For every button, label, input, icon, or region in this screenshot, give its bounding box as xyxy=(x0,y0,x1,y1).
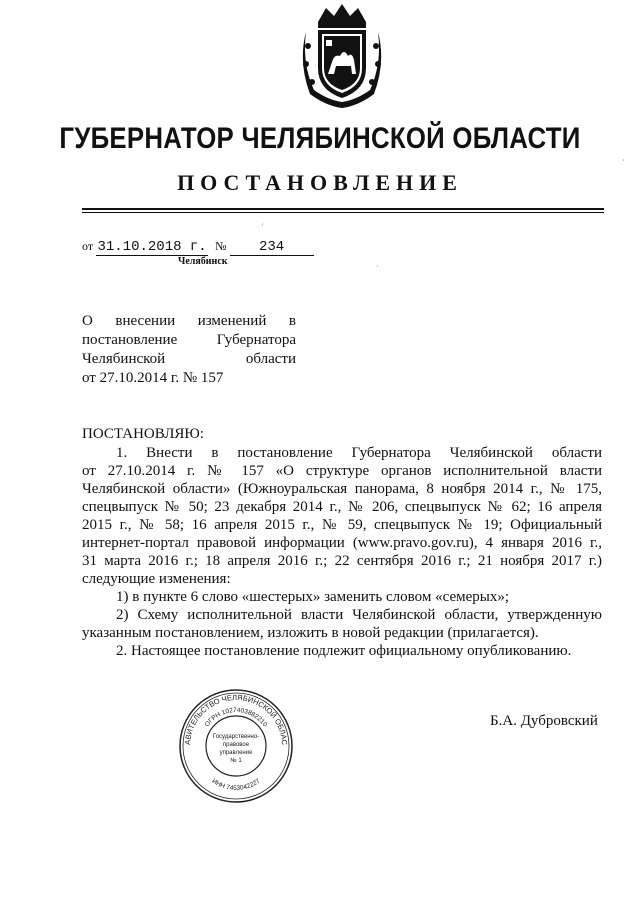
body-line: 2. Настоящее постановление подлежит официальному опубликованию. xyxy=(116,643,572,659)
document-subject xyxy=(82,312,296,388)
document-number: 234 xyxy=(230,239,314,256)
subject-line: постановление Губернатора xyxy=(82,332,296,348)
city-label: Челябинск xyxy=(178,256,228,267)
subject-line: Челябинской области xyxy=(82,351,296,367)
body-line: 2) Схему исполнительной власти Челябинской области, утвержденную xyxy=(116,607,602,623)
document-type: ПОСТАНОВЛЕНИЕ xyxy=(177,170,463,195)
seal-inn: ИНН 7453042227 xyxy=(210,777,262,793)
body-line: Челябинской области» (Южноуральская панорама, 8 ноября 2014 г., № 175, xyxy=(82,481,602,497)
body-line: указанным постановлением, изложить в новой редакции (прилагается). xyxy=(82,625,539,641)
seal-center-line: правовое xyxy=(222,742,250,748)
signatory-name: Б.А. Дубровский xyxy=(490,713,598,729)
document-title: ГУБЕРНАТОР ЧЕЛЯБИНСКОЙ ОБЛАСТИ xyxy=(59,122,581,155)
body-line: интернет-портал правовой информации (www.pravo.gov.ru), 4 января 2016 г., xyxy=(82,535,602,551)
official-seal xyxy=(178,688,294,804)
seal-ogrn: ОГРН 1027403882210 xyxy=(203,706,269,729)
body-line: от 27.10.2014 г. № 157 «О структуре органов исполнительной власти xyxy=(82,463,602,479)
body-line: 1. Внести в постановление Губернатора Челябинской области xyxy=(116,445,602,461)
header-divider-thin xyxy=(82,212,604,213)
document-date: 31.10.2018 г. xyxy=(97,239,207,255)
header-divider xyxy=(82,208,604,210)
scan-speck: ' xyxy=(262,222,264,231)
seal-center-line: № 1 xyxy=(230,758,242,764)
date-number-row xyxy=(82,239,314,256)
body-line: спецвыпуск № 50; 23 декабря 2014 г., № 206, спецвыпуск № 62; 16 апреля xyxy=(82,499,602,515)
seal-center-line: Государственно- xyxy=(212,734,260,740)
seal-ring-text: АВИТЕЛЬСТВО ЧЕЛЯБИНСКОЙ ОБЛАС xyxy=(182,692,290,746)
body-line: 31 марта 2016 г.; 18 апреля 2016 г.; 22 сентября 2016 г.; 21 ноября 2017 г.) xyxy=(82,553,602,569)
decree-heading: ПОСТАНОВЛЯЮ: xyxy=(82,426,204,442)
body-line: следующие изменения: xyxy=(82,571,231,587)
subject-line: О внесении изменений в xyxy=(82,313,296,329)
subject-line: от 27.10.2014 г. № 157 xyxy=(82,370,224,386)
coat-of-arms-icon xyxy=(296,2,388,110)
body-line: 1) в пункте 6 слово «шестерых» заменить словом «семерых»; xyxy=(116,589,509,605)
scan-speck: · xyxy=(622,156,625,165)
scan-speck: · xyxy=(376,262,379,271)
seal-center-line: управление xyxy=(219,750,253,756)
number-prefix: № xyxy=(215,239,227,253)
date-prefix: от xyxy=(82,239,94,253)
body-line: 2015 г., № 58; 16 апреля 2015 г., № 59, спецвыпуск № 19; Официальный xyxy=(82,517,602,533)
